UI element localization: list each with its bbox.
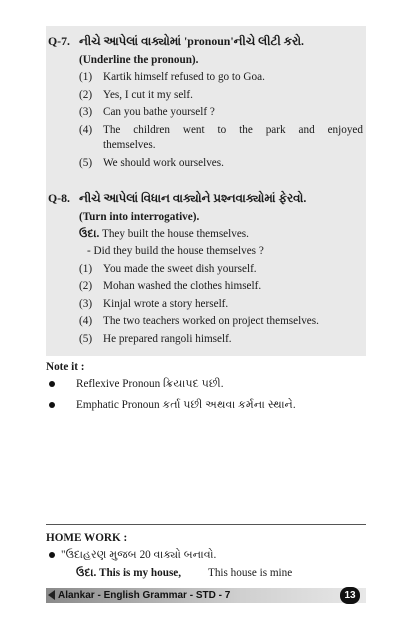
q8-item-3-num: (3) bbox=[79, 298, 93, 310]
q8-item-3-text: Kinjal wrote a story herself. bbox=[103, 298, 229, 310]
q8-item-1-text: You made the sweet dish yourself. bbox=[103, 263, 257, 275]
q8-item-2-text: Mohan washed the clothes himself. bbox=[103, 280, 262, 292]
page-number: 13 bbox=[340, 587, 360, 604]
bullet-icon bbox=[49, 381, 55, 387]
q8-example-answer: - Did they build the house themselves ? bbox=[87, 245, 264, 257]
q7-subtitle: (Underline the pronoun). bbox=[79, 54, 199, 66]
q7-item-4-text: The children went to the park and enjoyed bbox=[103, 124, 363, 136]
homework-example-label: ઉદા. bbox=[76, 567, 97, 579]
q8-item-2-num: (2) bbox=[79, 280, 93, 292]
q7-item-4-num: (4) bbox=[79, 124, 93, 136]
q8-item-1-num: (1) bbox=[79, 263, 93, 275]
q8-title: નીચે આપેલાં વિધાન વાક્યોને પ્રશ્નવાક્યોમાં ફેરવો. bbox=[79, 191, 307, 205]
homework-point: "ઉદાહરણ મુજબ 20 વાક્યો બનાવો. bbox=[61, 549, 217, 561]
note-point-2: Emphatic Pronoun કર્તા પછી અથવા કર્મના સ્થાને. bbox=[76, 399, 296, 411]
page-footer bbox=[46, 588, 366, 603]
q7-item-2-text: Yes, I cut it my self. bbox=[103, 89, 193, 101]
q7-item-5-text: We should work ourselves. bbox=[103, 157, 224, 169]
note-point-1: Reflexive Pronoun ક્રિયાપદ પછી. bbox=[76, 378, 224, 390]
q8-example-text: They built the house themselves. bbox=[102, 228, 249, 240]
homework-example-bold: This is my house, bbox=[99, 567, 182, 579]
q7-item-1-text: Kartik himself refused to go to Goa. bbox=[103, 71, 265, 83]
bullet-icon bbox=[49, 402, 55, 408]
q8-item-4-text: The two teachers worked on project themselves. bbox=[103, 315, 319, 327]
q8-item-5-text: He prepared rangoli himself. bbox=[103, 333, 232, 345]
q7-item-4-continuation: themselves. bbox=[103, 139, 156, 151]
q8-item-5-num: (5) bbox=[79, 333, 93, 345]
q8-example-label: ઉદા. bbox=[79, 228, 100, 240]
homework-example-rest: This house is mine bbox=[208, 567, 293, 579]
q7-item-2-num: (2) bbox=[79, 89, 93, 101]
q7-label: Q-7. bbox=[48, 34, 70, 48]
footer-title: Alankar - English Grammar - STD - 7 bbox=[58, 590, 231, 601]
homework-heading: HOME WORK : bbox=[46, 532, 128, 544]
q8-label: Q-8. bbox=[48, 191, 70, 205]
q8-item-4-num: (4) bbox=[79, 315, 93, 327]
q7-item-1-num: (1) bbox=[79, 71, 93, 83]
q7-title: નીચે આપેલાં વાક્યોમાં 'pronoun'નીચે લીટી કરો. bbox=[79, 34, 304, 48]
q7-item-5-num: (5) bbox=[79, 157, 93, 169]
q7-item-3-num: (3) bbox=[79, 106, 93, 118]
bullet-icon bbox=[49, 552, 55, 558]
q7-item-3-text: Can you bathe yourself ? bbox=[103, 106, 215, 118]
note-heading: Note it : bbox=[46, 361, 85, 373]
q8-subtitle: (Turn into interrogative). bbox=[79, 211, 200, 223]
left-arrow-icon bbox=[48, 590, 55, 600]
homework-divider bbox=[46, 524, 366, 525]
